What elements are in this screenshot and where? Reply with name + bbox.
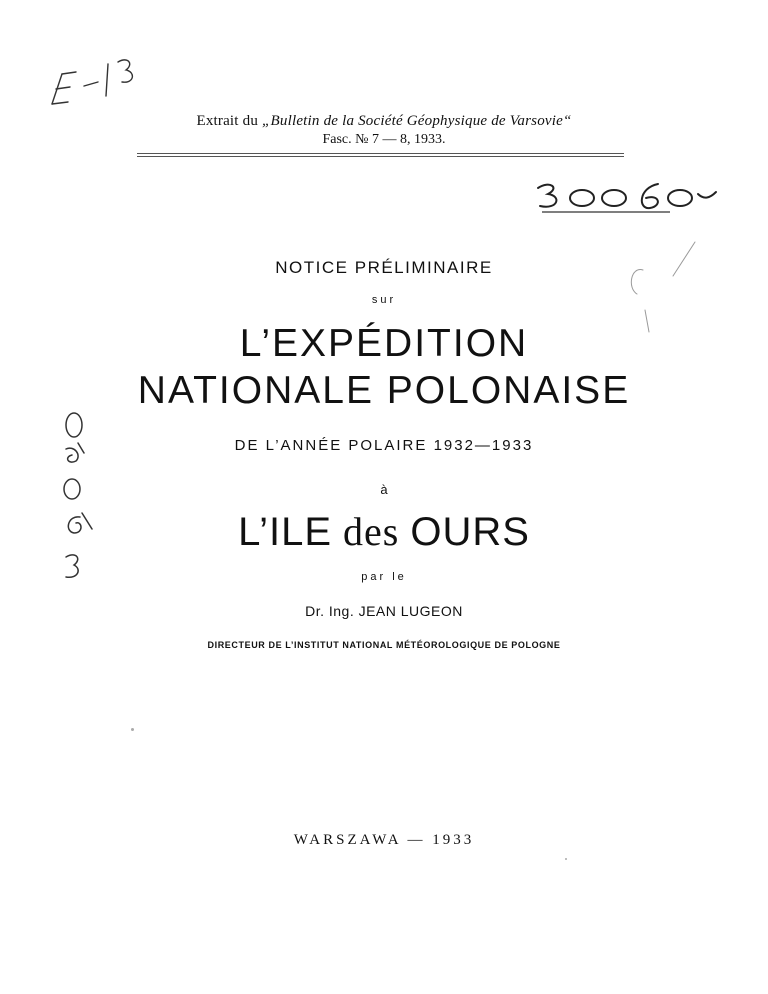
issue-line: Fasc. № 7 — 8, 1933. — [322, 132, 446, 147]
header-rule-bottom — [137, 156, 624, 157]
journal-title: „Bulletin de la Société Géophysique de Varsovie“ — [261, 113, 572, 129]
place-title-part-2: des — [343, 509, 400, 554]
header-prefix: Extrait du — [196, 113, 259, 129]
subtitle-polar-year: DE L’ANNÉE POLAIRE 1932—1933 — [234, 437, 534, 454]
sur-connector: sur — [371, 294, 397, 306]
header-rule-top — [137, 153, 624, 154]
main-title-line-2: NATIONALE POLONAISE — [137, 369, 631, 412]
offprint-header — [0, 113, 768, 130]
place-title-part-3: OURS — [410, 510, 530, 554]
a-connector: à — [380, 482, 388, 497]
notice-heading: NOTICE PRÉLIMINAIRE — [275, 258, 493, 277]
handwritten-number-30060 — [530, 178, 720, 218]
handwritten-code-e13 — [42, 52, 152, 112]
author-name: Dr. Ing. JEAN LUGEON — [305, 603, 463, 619]
by-connector: par le — [361, 571, 407, 583]
author-role: DIRECTEUR DE L’INSTITUT NATIONAL MÉTÉOROLOGIQUE DE POLOGNE — [207, 640, 561, 650]
scan-speck — [565, 858, 567, 860]
place-title — [0, 508, 768, 555]
imprint-place-year: WARSZAWA — 1933 — [293, 832, 475, 848]
place-title-part-1: L’ILE — [238, 510, 333, 554]
main-title-line-1: L’EXPÉDITION — [239, 322, 529, 365]
scan-speck — [131, 728, 134, 731]
